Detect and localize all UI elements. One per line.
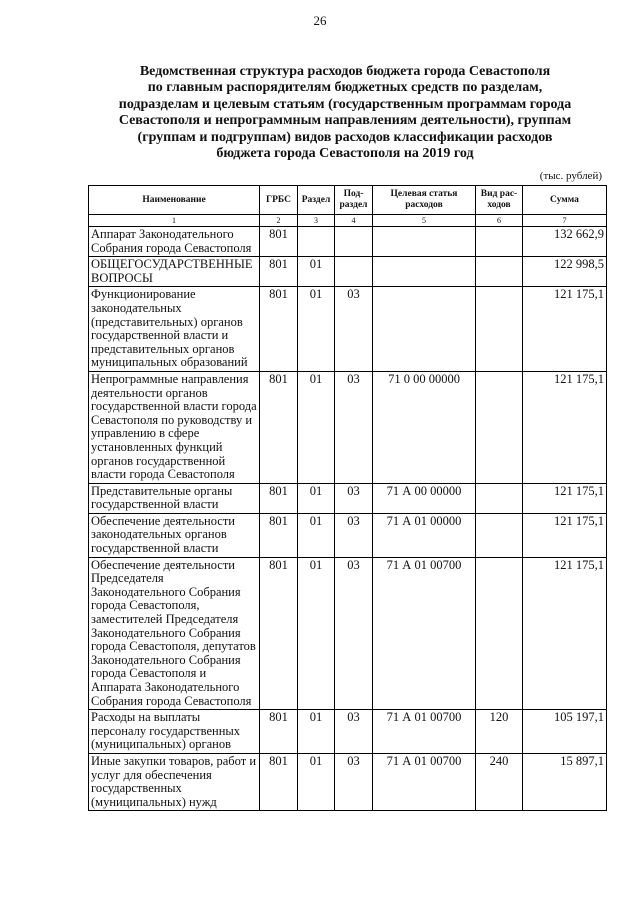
cell-name: Функционирование законодательных (представительных) органов государственной власти и представительных органов муниципальных образований — [89, 287, 260, 372]
header-target-article: Целевая статья расходов — [373, 186, 476, 215]
cell-grbs: 801 — [260, 557, 298, 710]
cell-target-article — [373, 257, 476, 287]
cell-name: Непрограммные направления деятельности органов государственной власти города Севастополя по руководству и управлению в сфере установленных функций органов государственной власти города Севастополя — [89, 371, 260, 483]
cell-razdel: 01 — [298, 513, 335, 557]
table-row — [89, 371, 607, 483]
cell-expense-type — [476, 371, 523, 483]
cell-podrazdel — [335, 257, 373, 287]
cell-target-article — [373, 227, 476, 257]
column-number: 2 — [260, 215, 298, 227]
cell-podrazdel: 03 — [335, 513, 373, 557]
cell-sum: 121 175,1 — [523, 371, 607, 483]
cell-target-article — [373, 287, 476, 372]
column-number-row — [89, 215, 607, 227]
cell-podrazdel: 03 — [335, 287, 373, 372]
cell-sum: 132 662,9 — [523, 227, 607, 257]
cell-grbs: 801 — [260, 287, 298, 372]
cell-name: Расходы на выплаты персоналу государственных (муниципальных) органов — [89, 710, 260, 754]
cell-sum: 121 175,1 — [523, 557, 607, 710]
cell-razdel: 01 — [298, 483, 335, 513]
cell-razdel: 01 — [298, 287, 335, 372]
column-number: 5 — [373, 215, 476, 227]
cell-name: ОБЩЕГОСУДАРСТВЕННЫЕ ВОПРОСЫ — [89, 257, 260, 287]
cell-expense-type — [476, 557, 523, 710]
cell-razdel: 01 — [298, 557, 335, 710]
cell-name: Аппарат Законодательного Собрания города Севастополя — [89, 227, 260, 257]
cell-sum: 15 897,1 — [523, 753, 607, 810]
cell-razdel — [298, 227, 335, 257]
cell-target-article: 71 А 01 00000 — [373, 513, 476, 557]
table-row — [89, 557, 607, 710]
cell-sum: 121 175,1 — [523, 483, 607, 513]
cell-sum: 121 175,1 — [523, 513, 607, 557]
header-expense-type: Вид рас-ходов — [476, 186, 523, 215]
title-line: подразделам и целевым статьям (государственным программам города — [118, 96, 572, 112]
column-number: 4 — [335, 215, 373, 227]
cell-grbs: 801 — [260, 483, 298, 513]
cell-target-article: 71 А 01 00700 — [373, 557, 476, 710]
cell-name: Иные закупки товаров, работ и услуг для обеспечения государственных (муниципальных) нужд — [89, 753, 260, 810]
cell-target-article: 71 0 00 00000 — [373, 371, 476, 483]
cell-grbs: 801 — [260, 513, 298, 557]
cell-podrazdel: 03 — [335, 371, 373, 483]
cell-name: Обеспечение деятельности Председателя Законодательного Собрания города Севастополя, заместителей Председателя Законодательного Собрания города Севастополя, депутатов Законодательного Собрания города Севастополя и Аппарата Законодательного Собрания города Севастополя — [89, 557, 260, 710]
column-number: 1 — [89, 215, 260, 227]
cell-grbs: 801 — [260, 227, 298, 257]
cell-target-article: 71 А 01 00700 — [373, 710, 476, 754]
cell-expense-type — [476, 287, 523, 372]
title-line: (группам и подгруппам) видов расходов классификации расходов — [137, 129, 553, 145]
table-row — [89, 227, 607, 257]
table-row — [89, 257, 607, 287]
title-line: Севастополя и непрограммным направлениям деятельности), группам — [118, 113, 572, 129]
cell-name: Обеспечение деятельности законодательных органов государственной власти — [89, 513, 260, 557]
column-number: 3 — [298, 215, 335, 227]
cell-expense-type — [476, 513, 523, 557]
cell-podrazdel: 03 — [335, 557, 373, 710]
cell-expense-type — [476, 227, 523, 257]
cell-podrazdel: 03 — [335, 753, 373, 810]
cell-razdel: 01 — [298, 753, 335, 810]
page-number: 26 — [313, 13, 327, 28]
cell-name: Представительные органы государственной власти — [89, 483, 260, 513]
cell-podrazdel: 03 — [335, 710, 373, 754]
cell-podrazdel: 03 — [335, 483, 373, 513]
cell-sum: 122 998,5 — [523, 257, 607, 287]
cell-target-article: 71 А 01 00700 — [373, 753, 476, 810]
table-row — [89, 753, 607, 810]
header-sum: Сумма — [523, 186, 607, 215]
cell-grbs: 801 — [260, 753, 298, 810]
table-row — [89, 513, 607, 557]
cell-expense-type: 240 — [476, 753, 523, 810]
header-name: Наименование — [89, 186, 260, 215]
cell-grbs: 801 — [260, 257, 298, 287]
header-razdel: Раздел — [298, 186, 335, 215]
title-line: Ведомственная структура расходов бюджета города Севастополя — [139, 64, 551, 79]
title-line: по главным распорядителям бюджетных средств по разделам, — [147, 80, 543, 96]
column-number: 7 — [523, 215, 607, 227]
title-line: бюджета города Севастополя на 2019 год — [216, 146, 474, 162]
document-title — [90, 64, 600, 162]
units-note: (тыс. рублей) — [539, 170, 602, 182]
header-grbs: ГРБС — [260, 186, 298, 215]
table-row — [89, 710, 607, 754]
budget-table — [88, 185, 607, 811]
table-row — [89, 287, 607, 372]
cell-podrazdel — [335, 227, 373, 257]
cell-target-article: 71 А 00 00000 — [373, 483, 476, 513]
cell-expense-type: 120 — [476, 710, 523, 754]
column-number: 6 — [476, 215, 523, 227]
cell-grbs: 801 — [260, 371, 298, 483]
header-row — [89, 186, 607, 215]
table-row — [89, 483, 607, 513]
cell-sum: 105 197,1 — [523, 710, 607, 754]
cell-grbs: 801 — [260, 710, 298, 754]
cell-razdel: 01 — [298, 371, 335, 483]
cell-expense-type — [476, 483, 523, 513]
cell-expense-type — [476, 257, 523, 287]
header-podrazdel: Под-раздел — [335, 186, 373, 215]
cell-sum: 121 175,1 — [523, 287, 607, 372]
cell-razdel: 01 — [298, 257, 335, 287]
cell-razdel: 01 — [298, 710, 335, 754]
